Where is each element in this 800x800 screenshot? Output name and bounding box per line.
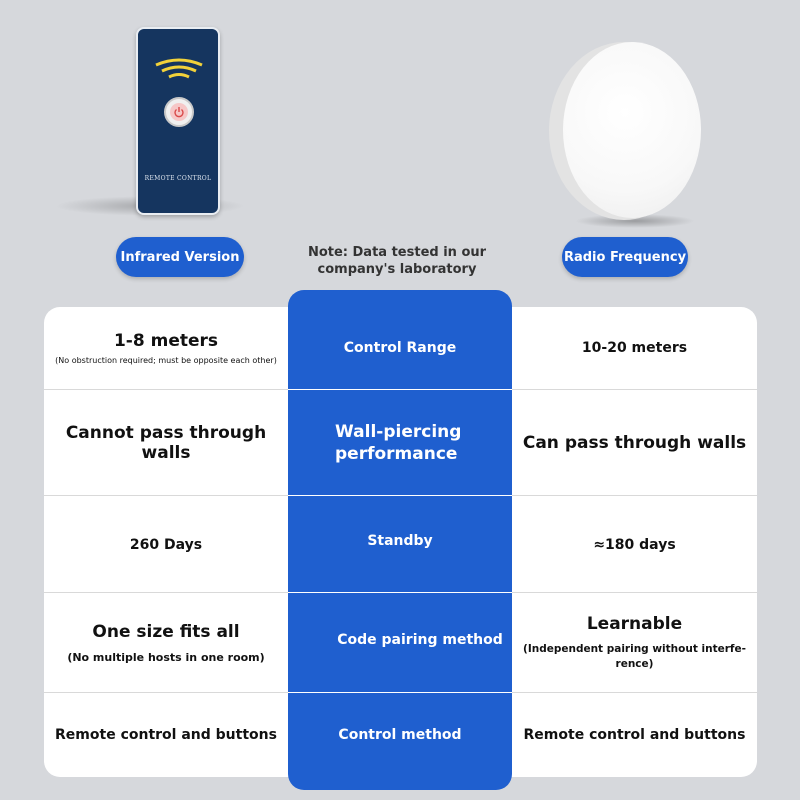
method-rf-value: Remote control and buttons: [523, 727, 746, 743]
pairing-rf-note: (Independent pairing without interfe-rence): [523, 643, 746, 670]
feature-standby: Standby: [367, 532, 433, 549]
power-button-icon: [164, 97, 194, 127]
table-row-wall-infrared: [44, 390, 288, 496]
table-row-method-rf: [512, 693, 757, 777]
table-row-method-infrared: [44, 693, 288, 777]
pairing-infrared-note: (No multiple hosts in one room): [67, 650, 265, 664]
table-row-wall-feature: [288, 390, 512, 496]
remote-label: REMOTE CONTROL: [144, 175, 212, 182]
table-row-standby-rf: [512, 496, 757, 593]
wall-rf-value: Can pass through walls: [522, 433, 747, 453]
infrared-version-badge: Infrared Version: [116, 237, 244, 277]
wall-infrared-value: Cannot pass through walls: [65, 423, 267, 463]
table-row-pairing-infrared: [44, 593, 288, 693]
range-infrared-note: (No obstruction required; must be opposite each other): [55, 355, 277, 365]
table-row-range-rf: [512, 307, 757, 389]
range-rf-value: 10-20 meters: [581, 340, 688, 356]
method-infrared-value: Remote control and buttons: [55, 727, 277, 743]
feature-control-method: Control method: [338, 727, 462, 743]
sensor-disc-image: [563, 42, 701, 218]
table-row-pairing-feature: [308, 590, 532, 690]
table-row-range-infrared: [44, 307, 288, 389]
table-row-standby-infrared: [44, 496, 288, 593]
table-row-wall-rf: [512, 390, 757, 496]
table-row-standby-feature: [288, 492, 512, 589]
feature-wall-piercing: Wall-piercing performance: [335, 422, 462, 464]
table-row-range-feature: [288, 307, 512, 389]
standby-infrared-value: 260 Days: [129, 536, 203, 553]
table-row-method-feature: [288, 693, 512, 777]
table-row-pairing-rf: [512, 593, 757, 693]
pairing-rf-value: Learnable: [586, 614, 683, 634]
standby-rf-value: ≈180 days: [593, 536, 676, 553]
signal-waves-icon: [154, 57, 204, 81]
remote-control-image: [136, 27, 220, 215]
radio-frequency-badge: Radio Frequency: [562, 237, 688, 277]
pairing-infrared-value: One size fits all: [92, 621, 240, 642]
feature-code-pairing: Code pairing method: [337, 632, 503, 648]
test-note: Note: Data tested in our company's laboratory: [307, 245, 487, 277]
range-infrared-value: 1-8 meters: [113, 330, 219, 351]
feature-control-range: Control Range: [343, 340, 457, 356]
